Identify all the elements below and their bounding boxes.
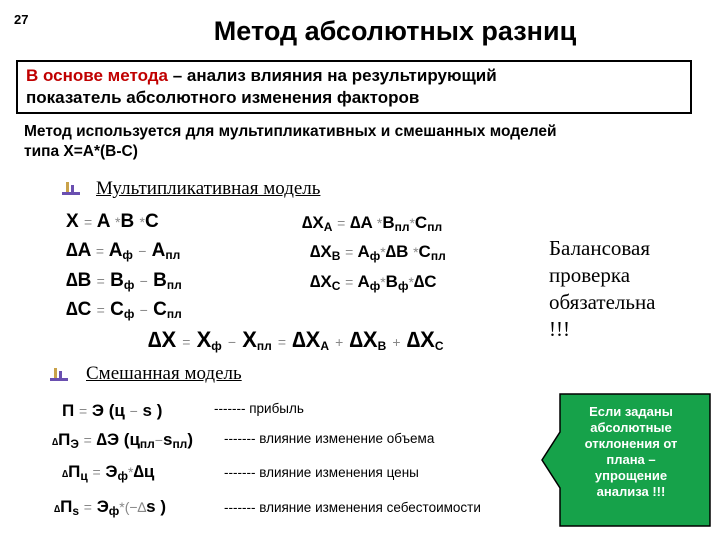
callout-line: абсолютные bbox=[590, 420, 672, 435]
definition-box bbox=[16, 60, 692, 114]
balance-note bbox=[549, 235, 707, 343]
desc-volume: ------- влияние изменение объема bbox=[224, 431, 435, 446]
callout-line: Если заданы bbox=[589, 404, 673, 419]
formula-delta-xb: $\Delta X_B = A_ф*\Delta B$ $*C_{пл}$ bbox=[310, 242, 446, 263]
balance-note-line: проверка bbox=[549, 263, 631, 287]
bullet-icon bbox=[62, 180, 80, 196]
formula-volume: $\Delta П_Э = \Delta Э$ $(ц_{пл}-s_{пл})$ bbox=[52, 430, 193, 451]
page-title: Метод абсолютных разниц bbox=[213, 16, 577, 46]
balance-note-line: !!! bbox=[549, 317, 570, 341]
desc-profit: ------- прибыль bbox=[214, 401, 304, 416]
callout-line: отклонения от bbox=[584, 436, 678, 451]
formula-x: X = A *B *C bbox=[66, 211, 159, 232]
definition-text-1: – анализ влияния на результирующий bbox=[168, 66, 497, 85]
formula-delta-c: $\Delta C = C_ф - C_{пл}$ bbox=[66, 299, 182, 321]
mixed-heading: Смешанная модель bbox=[86, 363, 242, 384]
usage-line-2: типа Х=А*(В-С) bbox=[24, 143, 138, 160]
slide-number: 27 bbox=[14, 12, 29, 27]
usage-text bbox=[24, 122, 556, 162]
formula-total: $\Delta X = X_ф - X_{пл} = \Delta X_A + \Delta X_B + \Delta X_C$ bbox=[148, 327, 444, 353]
formula-delta-a: $\Delta A = A_ф - A_{пл}$ bbox=[66, 240, 181, 262]
definition-highlight: В основе метода bbox=[26, 66, 168, 85]
formula-cost: $\Delta П_s = Э_ф*(-\Delta s$ ) bbox=[54, 497, 167, 518]
usage-line-1: Метод используется для мультипликативных и смешанных моделей bbox=[24, 123, 557, 140]
formula-delta-b: $\Delta B = B_ф - B_{пл}$ bbox=[66, 270, 182, 292]
balance-note-line: Балансовая bbox=[549, 236, 651, 260]
formula-price: $\Delta П_ц = Э_ф*\Delta ц$ bbox=[62, 462, 155, 483]
callout-line: упрощение bbox=[594, 468, 668, 483]
formula-profit: П = Э (ц − s ) bbox=[62, 401, 163, 420]
bullet-icon bbox=[50, 366, 68, 382]
formula-delta-xa: $\Delta X_A = \Delta A$ $*B_{пл}*C_{пл}$ bbox=[302, 213, 443, 234]
desc-cost: ------- влияние изменения себестоимости bbox=[224, 500, 481, 515]
callout-text bbox=[566, 404, 696, 500]
callout-line: плана – bbox=[606, 452, 656, 467]
multiplicative-heading: Мультипликативная модель bbox=[96, 178, 321, 199]
callout-line: анализа !!! bbox=[596, 484, 666, 499]
formula-delta-xc: $\Delta X_C = A_ф*B_ф*\Delta C$ bbox=[310, 272, 437, 293]
balance-note-line: обязательна bbox=[549, 290, 656, 314]
definition-text-2: показатель абсолютного изменения факторов bbox=[26, 88, 420, 107]
desc-price: ------- влияние изменения цены bbox=[224, 465, 419, 480]
